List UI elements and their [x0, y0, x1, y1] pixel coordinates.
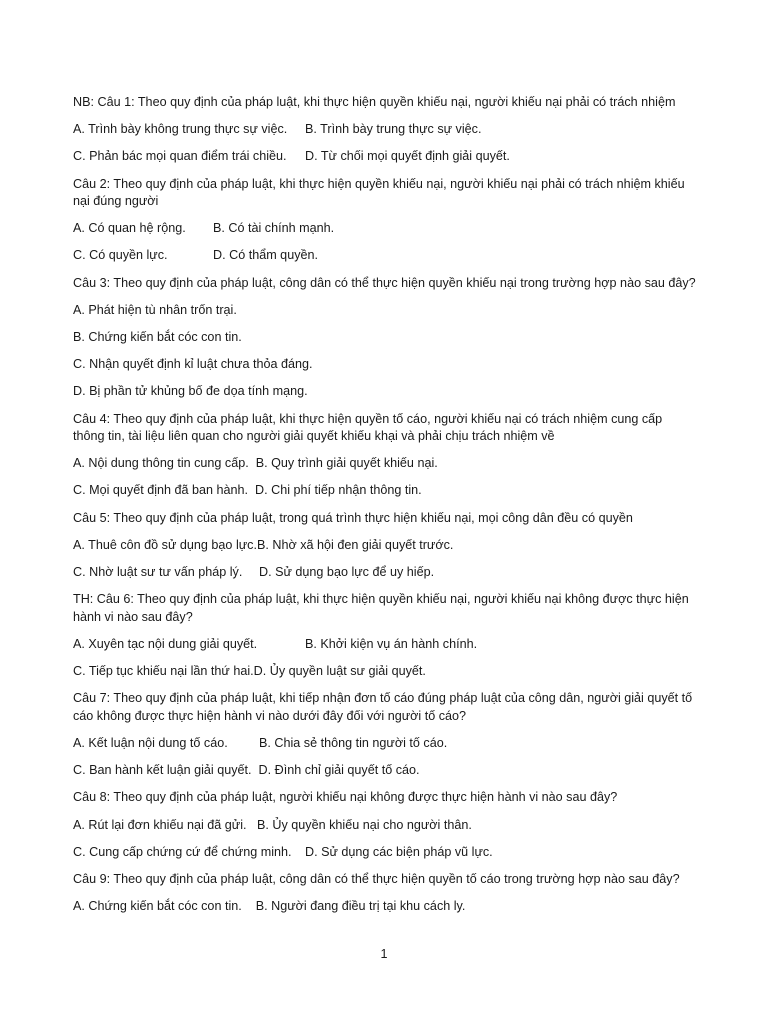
question-8-option-c: C. Cung cấp chứng cứ để chứng minh.	[73, 844, 292, 859]
question-5-option-d: D. Sử dụng bạo lực để uy hiếp.	[259, 565, 435, 579]
question-3-option-a: A. Phát hiện tù nhân trốn trại.	[73, 302, 237, 317]
question-7-option-b: B. Chia sẻ thông tin người tố cáo.	[259, 735, 448, 750]
question-2-stem	[73, 176, 723, 211]
question-6-option-a: A. Xuyên tạc nội dung giải quyết.	[73, 636, 258, 651]
question-6-stem-line-2: hành vi nào sau đây?	[73, 609, 193, 624]
page-number: 1	[380, 947, 388, 961]
question-5-options-cd	[73, 564, 723, 582]
question-6-option-b: B. Khởi kiện vụ án hành chính.	[305, 636, 478, 651]
question-7-options-ab	[73, 735, 723, 753]
question-4-stem-line-1: Câu 4: Theo quy định của pháp luật, khi thực hiện quyền tố cáo, người khiếu nại có trách nhiệm cung cấp	[73, 411, 663, 426]
question-2-option-b: B. Có tài chính mạnh.	[213, 221, 335, 236]
question-7-stem-line-2: cáo không được thực hiện hành vi nào dưới đây đối với người tố cáo?	[73, 708, 467, 723]
question-2-option-a: A. Có quan hệ rộng.	[73, 221, 186, 236]
question-5-options-ab: A. Thuê côn đồ sử dụng bạo lực.B. Nhờ xã hội đen giải quyết trước.	[73, 537, 454, 552]
question-1-stem: NB: Câu 1: Theo quy định của pháp luật, khi thực hiện quyền khiếu nại, người khiếu nại phải có trách nhiệm	[73, 95, 676, 109]
question-7-stem	[73, 690, 723, 725]
question-3-option-b: B. Chứng kiến bắt cóc con tin.	[73, 330, 242, 344]
question-8-options-cd	[73, 844, 723, 862]
question-4-options-cd: C. Mọi quyết định đã ban hành. D. Chi phí tiếp nhận thông tin.	[73, 483, 422, 498]
question-2-option-d: D. Có thẩm quyền.	[213, 248, 318, 263]
question-9-options-ab: A. Chứng kiến bắt cóc con tin. B. Người đang điều trị tại khu cách ly.	[73, 899, 466, 914]
document-body	[73, 94, 723, 925]
question-6-stem	[73, 591, 723, 626]
question-2-options-cd	[73, 247, 723, 265]
question-6-options-cd: C. Tiếp tục khiếu nại lần thứ hai.D. Ủy quyền luật sư giải quyết.	[73, 664, 426, 679]
question-1-option-a: A. Trình bày không trung thực sự việc.	[73, 122, 288, 137]
question-5-option-c: C. Nhờ luật sư tư vấn pháp lý.	[73, 565, 243, 579]
question-2-stem-line-2: nại đúng người	[73, 194, 159, 209]
question-8-options-ab: A. Rút lại đơn khiếu nại đã gửi. B. Ủy quyền khiếu nại cho người thân.	[73, 817, 472, 832]
question-3-option-d: D. Bị phần tử khủng bố đe dọa tính mạng.	[73, 384, 308, 399]
question-8-option-d: D. Sử dụng các biện pháp vũ lực.	[305, 844, 493, 859]
question-4-options-ab: A. Nội dung thông tin cung cấp. B. Quy trình giải quyết khiếu nại.	[73, 456, 438, 471]
question-2-options-ab	[73, 220, 723, 238]
question-5-stem: Câu 5: Theo quy định của pháp luật, trong quá trình thực hiện khiếu nại, mọi công dân đều có quyền	[73, 510, 633, 525]
question-4-stem	[73, 411, 723, 446]
question-1-options-ab	[73, 121, 723, 139]
question-2-stem-line-1: Câu 2: Theo quy định của pháp luật, khi thực hiện quyền khiếu nại, người khiếu nại phải có trách nhiệm khiếu	[73, 176, 685, 191]
question-4-stem-line-2: thông tin, tài liệu liên quan cho người giải quyết khiếu khại và phải chịu trách nhiệm về	[73, 429, 555, 444]
question-7-options-cd: C. Ban hành kết luận giải quyết. D. Đình chỉ giải quyết tố cáo.	[73, 763, 420, 778]
question-6-options-ab	[73, 636, 723, 654]
question-9-stem: Câu 9: Theo quy định của pháp luật, công dân có thể thực hiện quyền tố cáo trong trường hợp nào sau đây?	[73, 871, 680, 886]
question-7-stem-line-1: Câu 7: Theo quy định của pháp luật, khi tiếp nhận đơn tố cáo đúng pháp luật của công dân, người giải quyết tố	[73, 691, 693, 706]
question-1-options-cd	[73, 148, 723, 166]
question-3-stem: Câu 3: Theo quy định của pháp luật, công dân có thể thực hiện quyền khiếu nại trong trường hợp nào sau đây?	[73, 275, 696, 290]
question-2-option-c: C. Có quyền lực.	[73, 248, 168, 263]
question-3-option-c: C. Nhận quyết định kỉ luật chưa thỏa đáng.	[73, 357, 313, 372]
question-1-option-c: C. Phản bác mọi quan điểm trái chiều.	[73, 149, 287, 164]
question-1-option-b: B. Trình bày trung thực sự việc.	[305, 122, 482, 137]
question-7-option-a: A. Kết luận nội dung tố cáo.	[73, 735, 228, 750]
question-1-option-d: D. Từ chối mọi quyết định giải quyết.	[305, 149, 510, 164]
question-6-stem-line-1: TH: Câu 6: Theo quy định của pháp luật, khi thực hiện quyền khiếu nại, người khiếu nại không được thực hiện	[73, 592, 689, 607]
question-8-stem: Câu 8: Theo quy định của pháp luật, người khiếu nại không được thực hiện hành vi nào sau đây?	[73, 790, 618, 805]
